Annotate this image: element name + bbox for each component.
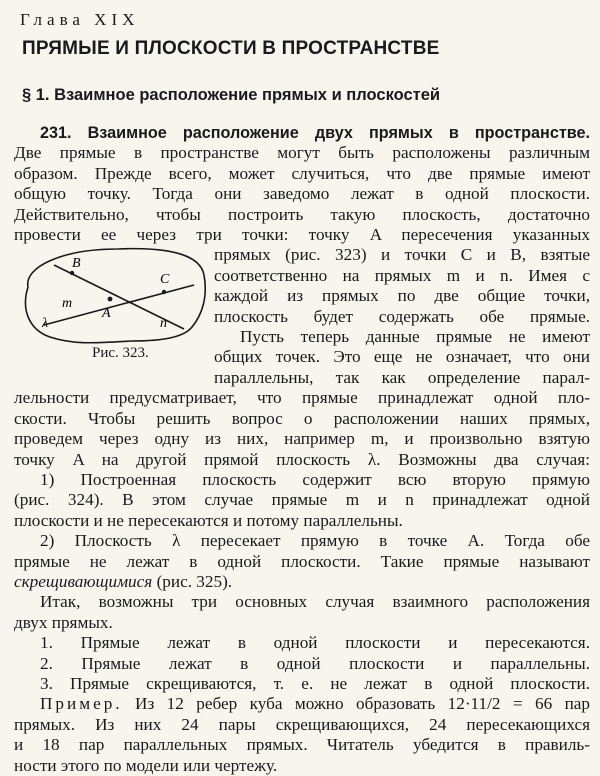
label-n: n <box>160 316 167 332</box>
label-C: C <box>160 272 170 288</box>
paragraph-231 <box>14 123 590 776</box>
text-line: образом. Прежде всего, может случиться, что две прямые имеют <box>14 163 590 183</box>
text-line: Пусть теперь данные прямые не имеют <box>240 327 590 347</box>
figure-caption: Рис. 323. <box>92 345 149 362</box>
text-line: лельности предусматривает, что прямые принадлежат одной пло- <box>14 388 590 408</box>
text-line: каждой из прямых по две общие точки, <box>214 286 590 306</box>
list-item: 2. Прямые лежат в одной плоскости и параллельны. <box>40 653 590 673</box>
text-line: точку A на другой прямой плоскость λ. Возможны два случая: <box>14 449 590 469</box>
text-line: Действительно, чтобы построить такую плоскость, достаточно <box>14 204 590 224</box>
text-line: ности этого по модели или чертежу. <box>14 755 278 775</box>
paragraph-heading: 231. Взаимное расположение двух прямых в пространстве. <box>40 124 590 142</box>
point-A <box>108 297 113 302</box>
term-skew-lines: скрещивающимися <box>14 571 153 591</box>
text-line: прямые не лежат в одной плоскости. Такие прямые называют <box>14 551 590 571</box>
list-item: 3. Прямые скрещиваются, т. е. не лежат в одной плоскости. <box>40 673 590 693</box>
label-B: B <box>72 256 81 272</box>
text-line: прямых. Из них 24 пары скрещивающихся, 24 пересекающихся <box>14 714 590 734</box>
text-line: Итак, возможны три основных случая взаимного расположения <box>40 592 590 612</box>
text-line: плоскости и не пересекаются и потому параллельны. <box>14 510 403 530</box>
wrapped-text <box>214 245 590 388</box>
text-line: провести ее через три точки: точку A пересечения указанных <box>14 225 590 245</box>
text-line: (рис. 324). В этом случае прямые m и n принадлежат одной <box>14 490 590 510</box>
text-line: прямых (рис. 323) и точки C и B, взятые <box>214 245 590 265</box>
text-line: Две прямые в пространстве могут быть расположены различным <box>14 143 590 163</box>
figure-block <box>14 245 590 388</box>
example-label: Пример. <box>40 694 123 714</box>
text-line: параллельны, так как определение парал- <box>214 367 590 387</box>
chapter-title: ПРЯМЫЕ И ПЛОСКОСТИ В ПРОСТРАНСТВЕ <box>22 38 440 59</box>
label-A: A <box>102 306 111 322</box>
text-line: 2) Плоскость λ пересекает прямую в точке A. Тогда обе <box>40 531 590 551</box>
text-line: плоскость будет содержать обе прямые. <box>214 306 590 326</box>
page <box>14 6 590 776</box>
label-m: m <box>62 296 73 312</box>
point-C <box>162 290 166 294</box>
section-heading: § 1. Взаимное расположение прямых и плоскостей <box>22 86 441 104</box>
text-line: 1) Построенная плоскость содержит всю вторую прямую <box>40 469 590 489</box>
text-line: соответственно на прямых m и n. Имея с <box>214 265 590 285</box>
text-line: общих точек. Это еще не означает, что они <box>214 347 590 367</box>
text-line: двух прямых. <box>14 612 113 632</box>
text-line: проведем через одну из них, например m, и произвольно взятую <box>14 429 590 449</box>
example-line: Пример. Из 12 ребер куба можно образовать 12·11/2 = 66 пар <box>40 694 591 714</box>
label-lambda: λ <box>42 316 49 332</box>
chapter-label: Глава XIX <box>20 10 140 29</box>
list-item: 1. Прямые лежат в одной плоскости и пересекаются. <box>40 633 590 653</box>
text-line: и 18 пар параллельных прямых. Читатель убедится в правиль- <box>14 735 590 755</box>
text-line: скрещивающимися (рис. 325). <box>14 571 233 591</box>
point-B <box>70 271 74 275</box>
text-line: скости. Чтобы решить вопрос о расположении наших прямых, <box>14 408 590 428</box>
text-line: общую точку. Тогда они заведомо лежат в одной плоскости. <box>14 184 590 204</box>
